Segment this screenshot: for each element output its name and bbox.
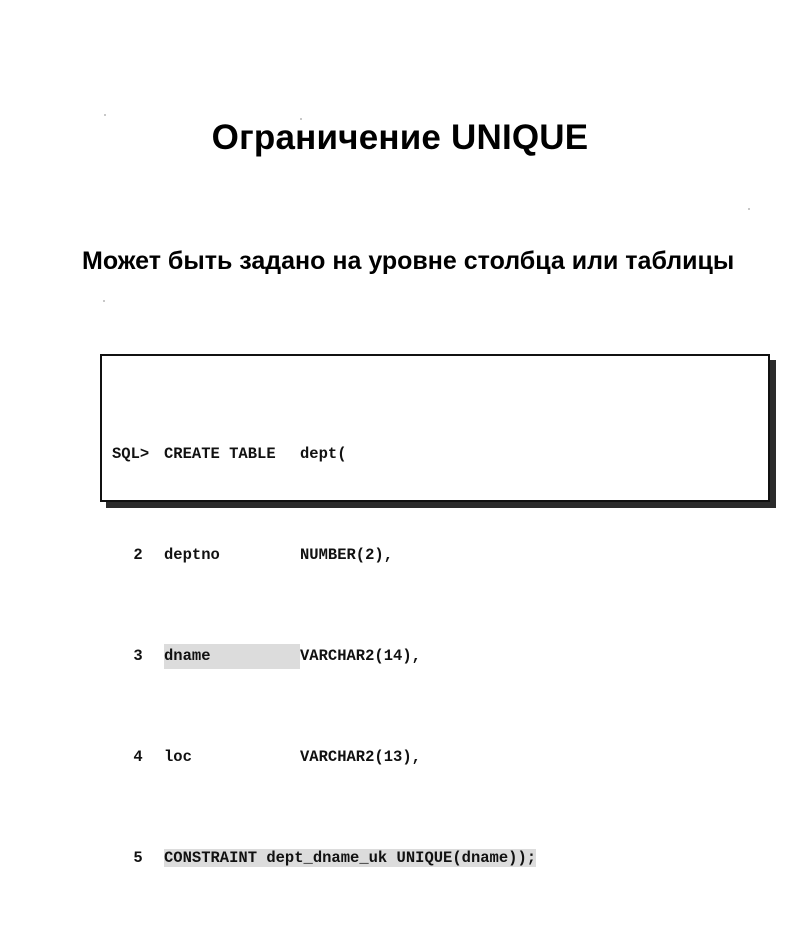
code-line-gutter: 5 xyxy=(133,848,143,867)
code-line-col1: CREATE TABLE xyxy=(164,444,276,463)
code-line-col1: CONSTRAINT dept_dname_uk UNIQUE(dname)); xyxy=(164,848,537,867)
code-line xyxy=(112,644,768,669)
scan-speck xyxy=(104,114,106,116)
code-line-col1: deptno xyxy=(164,545,220,564)
code-line-col1: dname xyxy=(164,644,300,669)
code-line-col2: dept( xyxy=(300,444,347,463)
code-line xyxy=(112,745,768,770)
code-line-col2: VARCHAR2(14), xyxy=(300,646,421,665)
code-line-gutter: 2 xyxy=(133,545,143,564)
code-line xyxy=(112,846,768,871)
code-content xyxy=(102,356,768,947)
code-line-col2: NUMBER(2), xyxy=(300,545,394,564)
scan-speck xyxy=(103,300,105,302)
code-line-gutter: 4 xyxy=(133,747,143,766)
code-line-gutter: SQL> xyxy=(112,444,150,463)
page-title: Ограничение UNIQUE xyxy=(211,118,589,157)
code-block xyxy=(100,354,770,867)
scan-speck xyxy=(748,208,750,210)
code-line xyxy=(112,543,768,568)
code-line-col2: VARCHAR2(13), xyxy=(300,747,421,766)
code-line-gutter: 3 xyxy=(133,646,143,665)
code-line xyxy=(112,442,768,467)
slide-subtitle: Может быть задано на уровне столбца или таблицы xyxy=(82,247,735,275)
code-line-col1: loc xyxy=(164,747,192,766)
